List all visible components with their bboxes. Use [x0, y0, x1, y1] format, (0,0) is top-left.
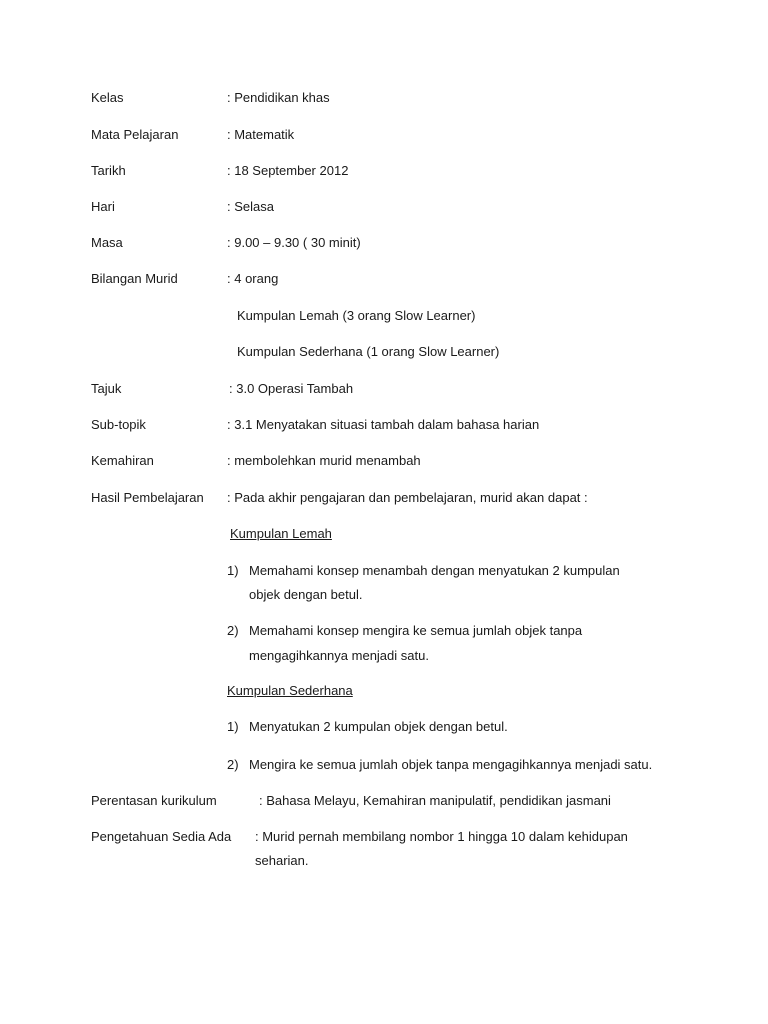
lemah-item-2-line-1: Memahami konsep mengira ke semua jumlah objek tanpa	[249, 623, 583, 638]
kelas-label: Kelas	[91, 90, 124, 105]
lemah-item-2-line-2: mengagihkannya menjadi satu.	[249, 648, 429, 663]
pengetahuan-label: Pengetahuan Sedia Ada	[91, 829, 232, 844]
tajuk-label: Tajuk	[91, 381, 122, 396]
sub-topik-label: Sub-topik	[91, 417, 146, 432]
masa-value: : 9.00 – 9.30 ( 30 minit)	[227, 235, 361, 250]
sub-topik-value: : 3.1 Menyatakan situasi tambah dalam bahasa harian	[227, 417, 540, 432]
group-lemah-count: Kumpulan Lemah (3 orang Slow Learner)	[237, 308, 476, 323]
sederhana-item-2-number: 2)	[227, 757, 239, 772]
kumpulan-sederhana-heading: Kumpulan Sederhana	[227, 683, 353, 698]
hari-label: Hari	[91, 199, 115, 214]
lemah-item-2-number: 2)	[227, 623, 239, 638]
tarikh-label: Tarikh	[91, 163, 126, 178]
sederhana-item-1-number: 1)	[227, 719, 239, 734]
bilangan-murid-value: : 4 orang	[227, 271, 279, 286]
kemahiran-value: : membolehkan murid menambah	[227, 453, 421, 468]
pengetahuan-value-line-2: seharian.	[255, 853, 309, 868]
hari-value: : Selasa	[227, 199, 274, 214]
bilangan-murid-label: Bilangan Murid	[91, 271, 178, 286]
hasil-pembelajaran-label: Hasil Pembelajaran	[91, 490, 204, 505]
lemah-item-1-line-2: objek dengan betul.	[249, 587, 363, 602]
masa-label: Masa	[91, 235, 123, 250]
sederhana-item-2-text: Mengira ke semua jumlah objek tanpa mengagihkannya menjadi satu.	[249, 757, 653, 772]
tajuk-value: : 3.0 Operasi Tambah	[229, 381, 354, 396]
group-sederhana-count: Kumpulan Sederhana (1 orang Slow Learner)	[237, 344, 500, 359]
tarikh-value: : 18 September 2012	[227, 163, 349, 178]
mata-pelajaran-label: Mata Pelajaran	[91, 127, 179, 142]
lemah-item-1-line-1: Memahami konsep menambah dengan menyatukan 2 kumpulan	[249, 563, 620, 578]
hasil-pembelajaran-value: : Pada akhir pengajaran dan pembelajaran, murid akan dapat :	[227, 490, 588, 505]
pengetahuan-value: : Murid pernah membilang nombor 1 hingga 10 dalam kehidupan	[255, 829, 628, 844]
sederhana-item-1-text: Menyatukan 2 kumpulan objek dengan betul.	[249, 719, 508, 734]
kelas-value: : Pendidikan khas	[227, 90, 330, 105]
kumpulan-lemah-heading: Kumpulan Lemah	[230, 526, 332, 541]
perentasan-value: : Bahasa Melayu, Kemahiran manipulatif, pendidikan jasmani	[259, 793, 611, 808]
lemah-item-1-number: 1)	[227, 563, 239, 578]
kemahiran-label: Kemahiran	[91, 453, 154, 468]
mata-pelajaran-value: : Matematik	[227, 127, 295, 142]
perentasan-label: Perentasan kurikulum	[91, 793, 217, 808]
